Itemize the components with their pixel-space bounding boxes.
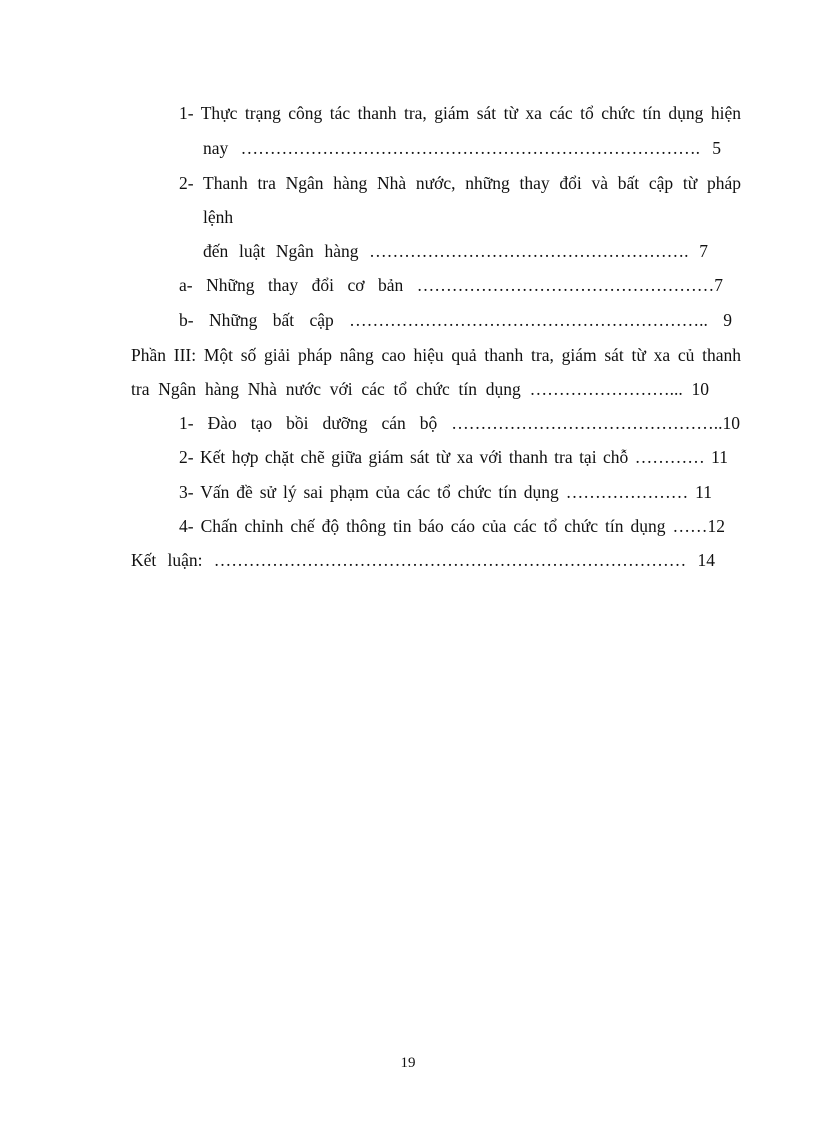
- toc-entry-a: a- Những thay đổi cơ bản ……………………………………………7: [179, 275, 723, 295]
- toc-entry-3-1: 1- Đào tạo bồi dưỡng cán bộ ………………………………………..10: [179, 413, 740, 433]
- toc-entry-3-3: 3- Vấn đề sử lý sai phạm của các tổ chức tín dụng ………………… 11: [179, 482, 712, 502]
- toc-entry-1-title: 1- Thực trạng công tác thanh tra, giám sát từ xa các tổ chức tín dụng hiện: [179, 103, 741, 123]
- toc-entry-2-continuation-2: đến luật Ngân hàng ………………………………………………. 7: [203, 241, 708, 261]
- toc-section-part-3: Phần III: Một số giải pháp nâng cao hiệu quả thanh tra, giám sát từ xa củ thanh: [131, 345, 741, 365]
- toc-section-part-3-continuation: tra Ngân hàng Nhà nước với các tổ chức tín dụng ……………………... 10: [131, 379, 709, 399]
- toc-entry-2-title: 2- Thanh tra Ngân hàng Nhà nước, những thay đổi và bất cập từ pháp: [179, 173, 741, 193]
- toc-entry-1-continuation: nay ……………………………………………………………………. 5: [203, 138, 721, 158]
- toc-entry-3-4: 4- Chấn chỉnh chế độ thông tin báo cáo của các tổ chức tín dụng ……12: [179, 516, 725, 536]
- toc-entry-3-2: 2- Kết hợp chặt chẽ giữa giám sát từ xa với thanh tra tại chỗ ………… 11: [179, 447, 728, 467]
- toc-entry-2-continuation: lệnh: [203, 207, 234, 227]
- toc-entry-b: b- Những bất cập …………………………………………………….. 9: [179, 310, 732, 330]
- toc-conclusion: Kết luận: ……………………………………………………………………… 14: [131, 550, 715, 570]
- page-number: 19: [400, 1055, 416, 1071]
